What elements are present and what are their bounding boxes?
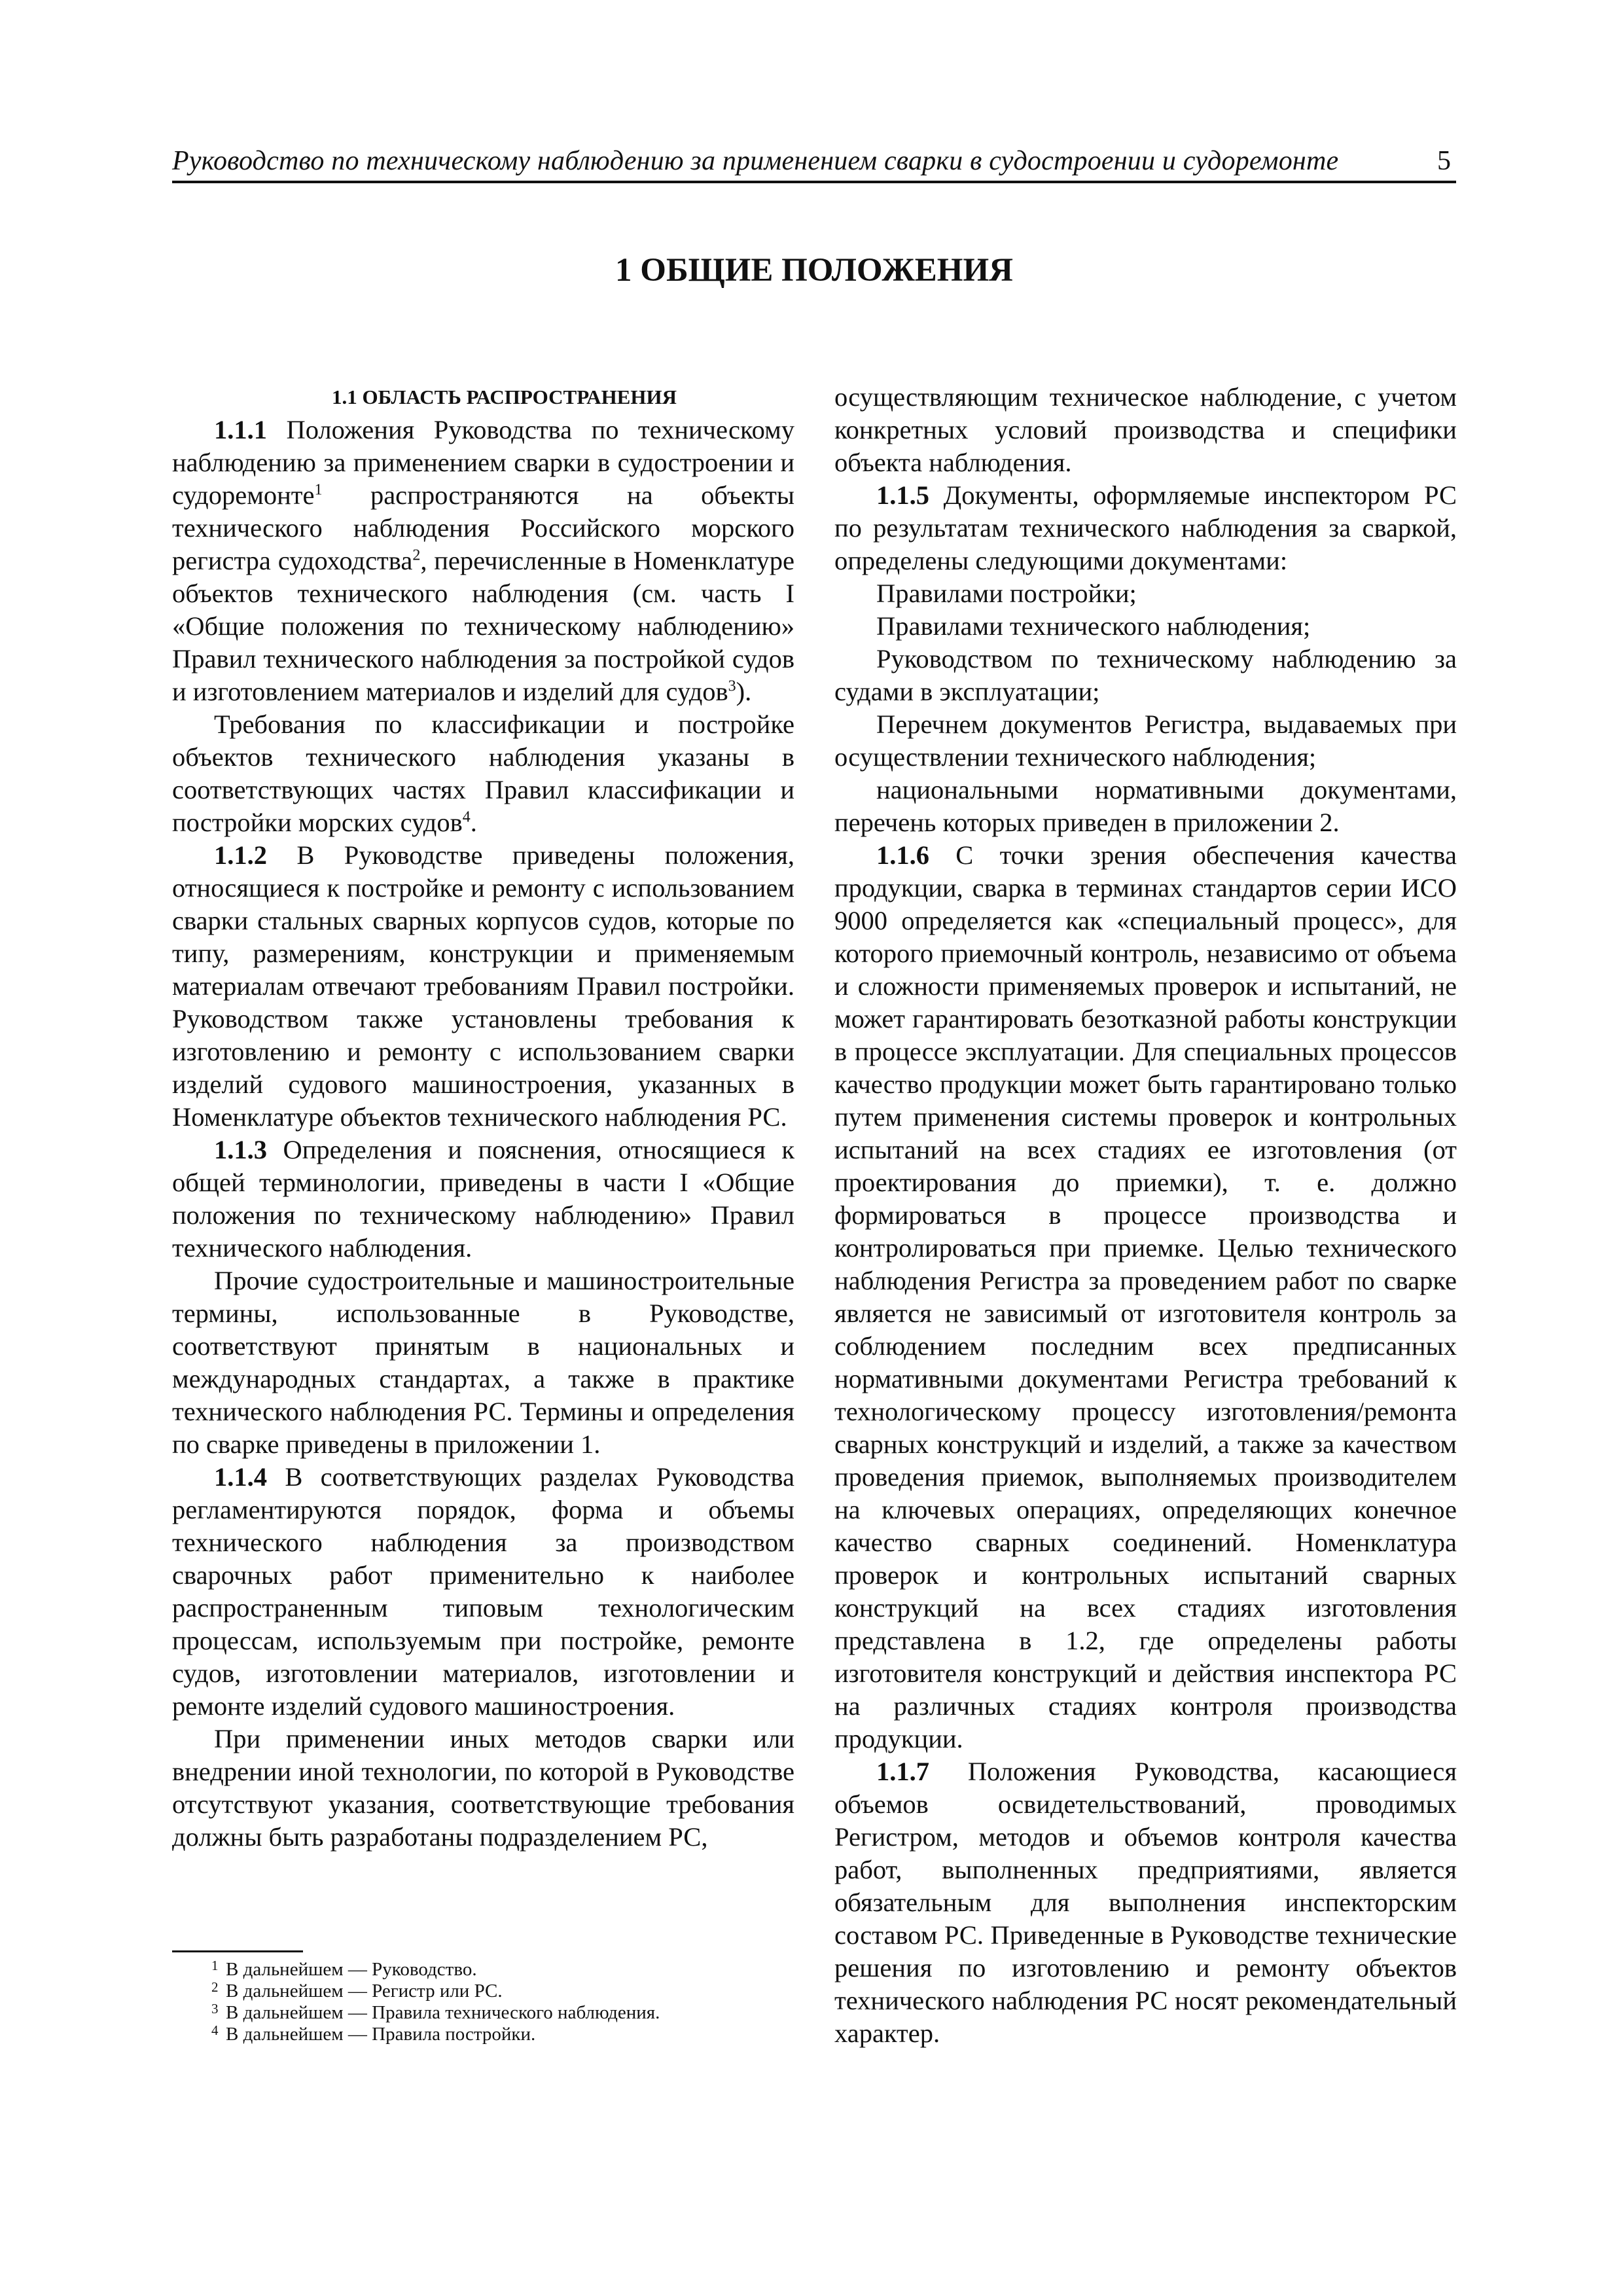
footnote [172,1959,794,1981]
footnote-ref: 4 [462,808,471,826]
clause-number: 1.1.7 [876,1757,929,1786]
paragraph-text: Определения и пояснения, относящиеся к общей терминологии, приведены в части I «Общие положения по техническому наблюдению» Правил технического наблюдения. [172,1135,794,1263]
clause-number: 1.1.3 [214,1135,267,1164]
paragraph-1-1-6 [834,839,1457,1755]
footnote-mark: 1 [211,1958,219,1973]
page-number: 5 [1437,146,1451,176]
paragraph-1-1-2 [172,839,794,1134]
paragraph-requirements [172,708,794,839]
list-item: национальными нормативными документами, перечень которых приведен в приложении 2. [834,775,1457,837]
paragraph-text: Положения Руководства по техническому наблюдению за применением сварки в судостроении и судоремонте [172,415,794,510]
footnote-ref: 3 [728,677,736,695]
paragraph-continued: осуществляющим техническое наблюдение, с учетом конкретных условий производства и специфики объекта наблюдения. [834,382,1457,477]
footnote-mark: 2 [211,1979,219,1995]
footnote [172,2024,794,2045]
list-item: Перечнем документов Регистра, выдаваемых при осуществлении технического наблюдения; [834,709,1457,772]
list-item: Руководством по техническому наблюдению за судами в эксплуатации; [834,644,1457,706]
paragraph-text: В соответствующих разделах Руководства регламентируются порядок, форма и объемы технического наблюдения за производством сварочных работ применительно к наиболее распространенным типовым технологическим процессам, используемым при постройке, ремонте судов, изготовлении материалов, изготовлении и ремонте изделий судового машиностроения. [172,1462,794,1721]
footnote-mark: 4 [211,2022,219,2038]
paragraph-1-1-7 [834,1755,1457,2050]
paragraph-text: ). [736,677,752,706]
paragraph-other-methods: При применении иных методов сварки или внедрении иной технологии, по которой в Руководстве отсутствуют указания, соответствующие требования должны быть разработаны подразделением РС, [172,1724,794,1852]
footnote-mark: 3 [211,2001,219,2017]
footnote-text: В дальнейшем — Руководство. [226,1959,477,1980]
running-head-title: Руководство по техническому наблюдению за применением сварки в судостроении и судоремонте [172,146,1339,176]
clause-number: 1.1.2 [214,840,267,870]
footnote [172,1981,794,2002]
footnote-ref: 2 [412,547,421,564]
right-column [834,381,1457,2050]
clause-number: 1.1.5 [876,480,929,510]
paragraph-text: Требования по классификации и постройке объектов технического наблюдения указаны в соответствующих частях Правил классификации и постройки морских судов [172,709,794,837]
footnote-text: В дальнейшем — Правила постройки. [226,2024,536,2045]
footnotes [172,1950,794,2045]
clause-number: 1.1.1 [214,415,267,444]
paragraph-text: Документы, оформляемые инспектором РС по результатам технического наблюдения за сваркой, определены следующими документами: [834,480,1457,575]
section-title: 1.1 ОБЛАСТЬ РАСПРОСТРАНЕНИЯ [332,386,677,408]
footnote-ref: 1 [314,481,323,499]
paragraph-text: Положения Руководства, касающиеся объемов освидетельствований, проводимых Регистром, методов и объемов контроля качества работ, выполненных предприятиями, является обязательным для выполнения инспекторским составом РС. Приведенные в Руководстве технические решения по изготовлению и ремонту объектов технического наблюдения РС носят рекомендательный характер. [834,1757,1457,2048]
paragraph-terms: Прочие судостроительные и машиностроительные термины, использованные в Руководстве, соответствуют принятым в национальных и международных стандартах, а также в практике технического наблюдения РС. Термины и определения по сварке приведены в приложении 1. [172,1266,794,1459]
footnote [172,2002,794,2024]
list-item: Правилами постройки; [876,579,1137,608]
paragraph-1-1-4 [172,1461,794,1723]
clause-number: 1.1.4 [214,1462,267,1492]
paragraph-text: , перечисленные в Номенклатуре объектов технического наблюдения (см. часть I «Общие положения по техническому наблюдению» Правил технического наблюдения за постройкой судов и изготовлением материалов и изделий для судов [172,546,794,706]
paragraph-text: распространяются на объекты технического наблюдения Российского морского регистра судоходства [172,480,794,575]
footnote-text: В дальнейшем — Правила технического наблюдения. [226,2002,660,2023]
clause-number: 1.1.6 [876,840,929,870]
footnote-rule [172,1950,303,1952]
paragraph-text: С точки зрения обеспечения качества продукции, сварка в терминах стандартов серии ИСО 9000 определяется как «специальный процесс», для которого приемочный контроль, независимо от объема и сложности применяемых проверок и испытаний, не может гарантировать безотказной работы конструкции в процессе эксплуатации. Для специальных процессов качество продукции может быть гарантировано только путем применения системы проверок и контрольных испытаний на всех стадиях ее изготовления (от проектирования до приемки), т. е. должно формироваться в процессе производства и контролироваться при приемке. Целью технического наблюдения Регистра за проведением работ по сварке является не зависимый от изготовителя контроль за соблюдением последним всех предписанных нормативными документами Регистра требований к технологическому процессу изготовления/ремонта сварных конструкций и изделий, а также за качеством проведения приемок, выполняемых производителем на ключевых операциях, определяющих конечное качество сварных соединений. Номенклатура проверок и контрольных испытаний сварных конструкций на всех стадиях изготовления представлена в 1.2, где определены работы изготовителя конструкций и действия инспектора РС на различных стадиях контроля производства продукции. [834,840,1457,1753]
paragraph-1-1-5 [834,479,1457,577]
paragraph-text: В Руководстве приведены положения, относящиеся к постройке и ремонту с использованием сварки стальных сварных корпусов судов, которые по типу, размерениям, конструкции и применяемым материалам отвечают требованиям Правил постройки. Руководством также установлены требования к изготовлению и ремонту с использованием сварки изделий судового машиностроения, указанных в Номенклатуре объектов технического наблюдения РС. [172,840,794,1132]
paragraph-text: . [470,808,477,837]
paragraph-1-1-1 [172,414,794,708]
running-head [172,143,1456,183]
list-item: Правилами технического наблюдения; [876,611,1311,641]
paragraph-1-1-3 [172,1134,794,1265]
footnote-text: В дальнейшем — Регистр или РС. [226,1981,503,2001]
left-column [172,381,794,1854]
chapter-title: 1 ОБЩИЕ ПОЛОЖЕНИЯ [615,252,1013,289]
